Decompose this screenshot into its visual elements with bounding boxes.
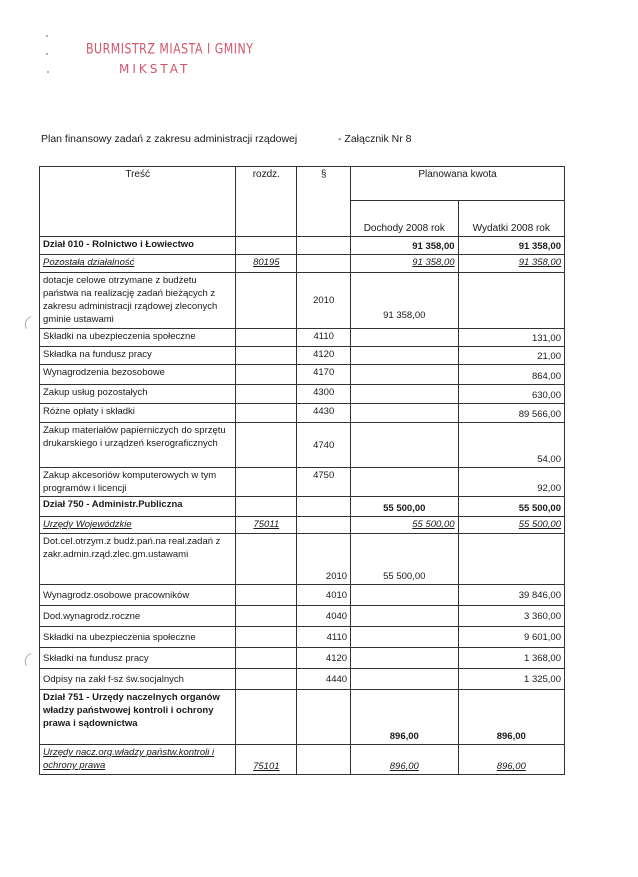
cell-income: 91 358,00 <box>351 255 458 273</box>
cell-expense: 54,00 <box>458 423 564 468</box>
cell-income <box>351 669 458 690</box>
cell-paragraph: 4300 <box>297 385 351 404</box>
cell-tresc: Urzędy Wojewódzkie <box>40 517 236 534</box>
cell-paragraph <box>297 690 351 745</box>
cell-paragraph: 2010 <box>297 273 351 329</box>
cell-rozdz <box>236 468 297 497</box>
stamp-line-2: MIKSTAT <box>119 62 191 76</box>
cell-tresc: Dod.wynagrodz.roczne <box>40 606 236 627</box>
cell-tresc: Różne opłaty i składki <box>40 404 236 423</box>
cell-paragraph: 4170 <box>297 365 351 385</box>
cell-rozdz <box>236 385 297 404</box>
table-row <box>40 690 565 745</box>
cell-paragraph: 4110 <box>297 329 351 347</box>
cell-rozdz <box>236 497 297 517</box>
cell-expense: 896,00 <box>458 690 564 745</box>
cell-tresc: Składki na ubezpieczenia społeczne <box>40 329 236 347</box>
cell-income: 91 358,00 <box>351 237 458 255</box>
cell-income <box>351 365 458 385</box>
header-income: Dochody 2008 rok <box>351 201 458 237</box>
table-row <box>40 468 565 497</box>
cell-rozdz <box>236 585 297 606</box>
table-row <box>40 347 565 365</box>
cell-rozdz <box>236 329 297 347</box>
cell-paragraph: 2010 <box>297 534 351 585</box>
table-row <box>40 517 565 534</box>
cell-income <box>351 385 458 404</box>
cell-income <box>351 627 458 648</box>
cell-paragraph <box>297 255 351 273</box>
cell-expense: 864,00 <box>458 365 564 385</box>
cell-income: 55 500,00 <box>351 534 458 585</box>
attachment-label: - Załącznik Nr 8 <box>338 133 412 145</box>
cell-tresc: Wynagrodz.osobowe pracowników <box>40 585 236 606</box>
cell-paragraph: 4010 <box>297 585 351 606</box>
cell-income <box>351 585 458 606</box>
table-row <box>40 669 565 690</box>
cell-income <box>351 329 458 347</box>
cell-expense: 91 358,00 <box>458 237 564 255</box>
cell-paragraph: 4440 <box>297 669 351 690</box>
cell-expense: 3 360,00 <box>458 606 564 627</box>
cell-expense: 89 566,00 <box>458 404 564 423</box>
cell-rozdz: 75011 <box>236 517 297 534</box>
cell-income <box>351 606 458 627</box>
table-row <box>40 329 565 347</box>
cell-expense: 1 368,00 <box>458 648 564 669</box>
cell-income <box>351 468 458 497</box>
table-row <box>40 648 565 669</box>
cell-rozdz <box>236 648 297 669</box>
header-expense: Wydatki 2008 rok <box>458 201 564 237</box>
cell-paragraph: 4430 <box>297 404 351 423</box>
cell-income <box>351 423 458 468</box>
table-row <box>40 606 565 627</box>
header-row <box>40 167 565 201</box>
scan-speck <box>46 53 48 55</box>
cell-paragraph: 4750 <box>297 468 351 497</box>
cell-income <box>351 404 458 423</box>
table-row <box>40 585 565 606</box>
cell-paragraph: 4120 <box>297 648 351 669</box>
document-heading <box>41 133 412 145</box>
margin-mark <box>21 316 35 329</box>
cell-tresc: Zakup akcesoriów komputerowych w tym programów i licencji <box>40 468 236 497</box>
cell-paragraph <box>297 745 351 775</box>
cell-income <box>351 347 458 365</box>
cell-rozdz <box>236 404 297 423</box>
cell-income <box>351 648 458 669</box>
financial-plan-table <box>39 166 565 775</box>
cell-rozdz: 75101 <box>236 745 297 775</box>
scan-speck <box>47 71 49 73</box>
cell-tresc: Dział 751 - Urzędy naczelnych organów władzy państwowej kontroli i ochrony prawa i sądownictwa <box>40 690 236 745</box>
table-row <box>40 365 565 385</box>
table-row <box>40 423 565 468</box>
cell-expense: 131,00 <box>458 329 564 347</box>
stamp-line-1: BURMISTRZ MIASTA I GMINY <box>86 40 254 57</box>
cell-tresc: Pozostała działalność <box>40 255 236 273</box>
header-planned-amount: Planowana kwota <box>351 167 565 201</box>
cell-paragraph: 4040 <box>297 606 351 627</box>
margin-mark <box>21 653 35 666</box>
cell-tresc: Składka na fundusz pracy <box>40 347 236 365</box>
cell-rozdz <box>236 534 297 585</box>
cell-paragraph <box>297 237 351 255</box>
cell-tresc: Składki na ubezpieczenia społeczne <box>40 627 236 648</box>
cell-tresc: Dział 010 - Rolnictwo i Łowiectwo <box>40 237 236 255</box>
cell-income: 896,00 <box>351 745 458 775</box>
table-row <box>40 237 565 255</box>
cell-tresc: Wynagrodzenia bezosobowe <box>40 365 236 385</box>
cell-expense: 896,00 <box>458 745 564 775</box>
table-row <box>40 627 565 648</box>
cell-tresc: Urzędy nacz.org.władzy państw.kontroli i ochrony prawa <box>40 745 236 775</box>
cell-rozdz <box>236 690 297 745</box>
cell-tresc: Odpisy na zakł f-sz św.socjalnych <box>40 669 236 690</box>
cell-rozdz <box>236 237 297 255</box>
header-tresc: Treść <box>40 167 236 237</box>
cell-income: 896,00 <box>351 690 458 745</box>
cell-tresc: Dział 750 - Administr.Publiczna <box>40 497 236 517</box>
cell-expense: 9 601,00 <box>458 627 564 648</box>
table-row <box>40 497 565 517</box>
cell-expense: 630,00 <box>458 385 564 404</box>
cell-expense <box>458 534 564 585</box>
cell-income: 55 500,00 <box>351 517 458 534</box>
cell-paragraph: 4740 <box>297 423 351 468</box>
cell-rozdz <box>236 606 297 627</box>
cell-rozdz <box>236 423 297 468</box>
cell-paragraph <box>297 517 351 534</box>
cell-rozdz: 80195 <box>236 255 297 273</box>
cell-expense: 92,00 <box>458 468 564 497</box>
table-row <box>40 534 565 585</box>
table-row <box>40 385 565 404</box>
cell-expense: 21,00 <box>458 347 564 365</box>
cell-rozdz <box>236 347 297 365</box>
cell-rozdz <box>236 365 297 385</box>
cell-tresc: Zakup usług pozostałych <box>40 385 236 404</box>
cell-paragraph: 4120 <box>297 347 351 365</box>
cell-paragraph <box>297 497 351 517</box>
cell-tresc: dotacje celowe otrzymane z budżetu państwa na realizację zadań bieżących z zakresu administracji rządowej zleconych gminie ustawami <box>40 273 236 329</box>
official-stamp <box>86 42 253 75</box>
document-title: Plan finansowy zadań z zakresu administracji rządowej <box>41 133 298 145</box>
table-row <box>40 255 565 273</box>
cell-rozdz <box>236 627 297 648</box>
table-row <box>40 404 565 423</box>
cell-income: 55 500,00 <box>351 497 458 517</box>
header-rozdz: rozdz. <box>236 167 297 237</box>
cell-expense: 39 846,00 <box>458 585 564 606</box>
cell-expense: 55 500,00 <box>458 517 564 534</box>
cell-rozdz <box>236 273 297 329</box>
scan-speck <box>46 35 48 37</box>
cell-tresc: Składki na fundusz pracy <box>40 648 236 669</box>
cell-rozdz <box>236 669 297 690</box>
cell-expense: 91 358,00 <box>458 255 564 273</box>
cell-tresc: Dot.cel.otrzym.z budż.pań.na real.zadań z zakr.admin.rząd.zlec.gm.ustawami <box>40 534 236 585</box>
cell-expense: 1 325,00 <box>458 669 564 690</box>
cell-tresc: Zakup materiałów papierniczych do sprzętu drukarskiego i urządzeń kserograficznych <box>40 423 236 468</box>
header-paragraph: § <box>297 167 351 237</box>
cell-expense: 55 500,00 <box>458 497 564 517</box>
table-row <box>40 745 565 775</box>
cell-expense <box>458 273 564 329</box>
cell-paragraph: 4110 <box>297 627 351 648</box>
table-row <box>40 273 565 329</box>
cell-income: 91 358,00 <box>351 273 458 329</box>
